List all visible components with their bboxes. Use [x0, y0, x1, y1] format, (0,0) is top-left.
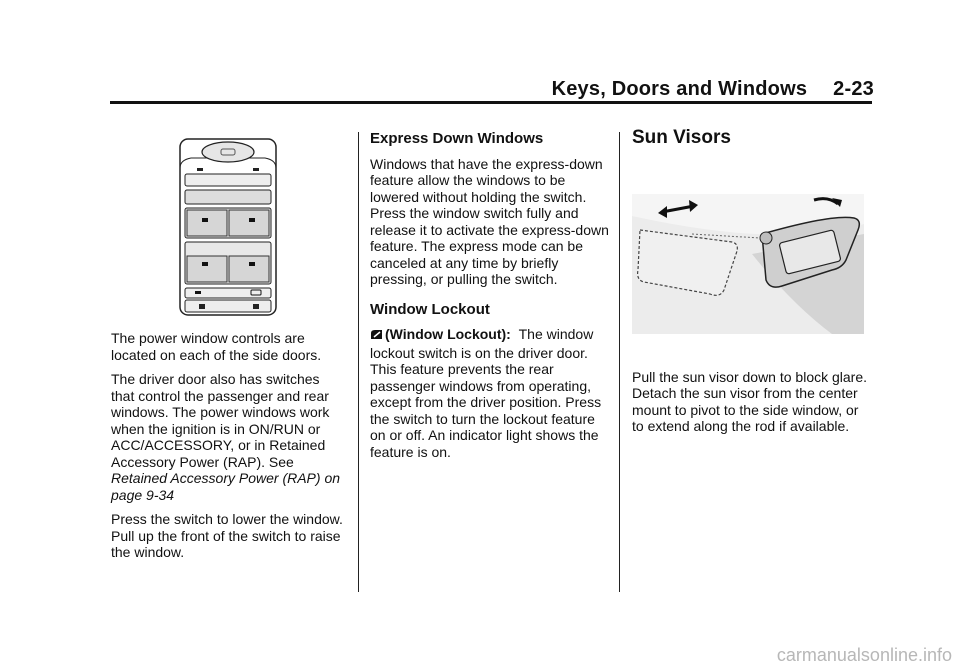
column-divider-1	[358, 132, 359, 592]
column-divider-2	[619, 132, 620, 592]
col1-paragraph-1: The power window controls are located on each of the side doors.	[111, 330, 322, 363]
express-down-paragraph: Windows that have the express-down feature allow the windows to be lowered without holding the switch. Press the window switch fully and release it to activate the express-down feature. The express mode can be canceled at any time by briefly pressing, or pulling the switch.	[370, 155, 609, 287]
column-1	[111, 330, 343, 569]
header-title: Keys, Doors and Windows	[551, 78, 808, 100]
window-lockout-icon	[370, 328, 383, 345]
power-window-switch-illustration	[179, 138, 277, 316]
page-number: 2-23	[833, 78, 874, 100]
window-lockout-paragraph	[370, 326, 610, 460]
express-down-heading: Express Down Windows	[370, 130, 544, 147]
window-lockout-label: (Window Lockout):	[385, 326, 511, 342]
sun-visors-paragraph: Pull the sun visor down to block glare. Detach the sun visor from the center mount to pivot to the side window, or to extend along the rod if available.	[632, 368, 868, 434]
watermark: carmanualsonline.info	[776, 645, 952, 665]
window-lockout-text: The window lockout switch is on the driver door. This feature prevents the rear passenger windows from operating, except from the driver position. Press the switch to turn the lockout feature on or off. An indicator light shows the feature is on.	[370, 326, 602, 460]
col1-paragraph-2	[111, 371, 343, 503]
window-lockout-heading: Window Lockout	[370, 300, 490, 318]
running-header	[552, 78, 874, 101]
header-rule	[110, 101, 872, 104]
sun-visor-illustration	[632, 194, 864, 334]
rap-cross-reference[interactable]: Retained Accessory Power (RAP) on page 9-34	[111, 470, 341, 503]
col1-paragraph-3: Press the switch to lower the window. Pull up the front of the switch to raise the window.	[111, 511, 343, 560]
column-2	[370, 131, 610, 468]
sun-visors-heading: Sun Visors	[632, 127, 731, 148]
col1-paragraph-2-text: The driver door also has switches that control the passenger and rear windows. The power windows work when the ignition is in ON/RUN or ACC/ACCESSORY, or in Retained Accessory Power (RAP). See	[111, 371, 330, 470]
